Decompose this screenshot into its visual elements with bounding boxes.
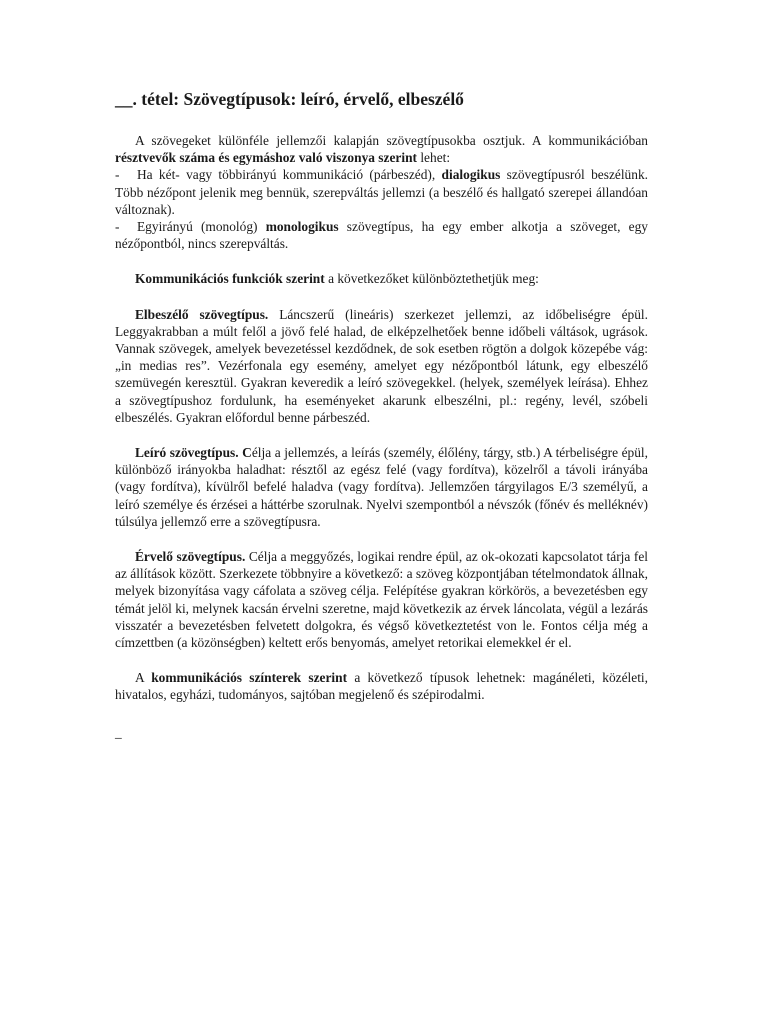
scenes-bold: kommunikációs színterek szerint (151, 670, 348, 686)
item2-bold: monologikus (265, 219, 339, 235)
item2-text-end: szövegtípus, ha egy ember alkotja a szöveget, egy nézőpontból, nincs szerepváltás. (115, 219, 648, 252)
descriptive-paragraph (115, 444, 648, 530)
descriptive-heading: Leíró szövegtípus. C (135, 445, 252, 461)
descriptive-text: élja a jellemzés, a leírás (személy, élőlény, tárgy, stb.) A térbeliségre épül, különböző irányokba haladhat: résztől az egész felé (vagy fordítva), közelről a távoli irányába (vagy fordítva), kívülről befelé haladva (vagy fordítva). Jellemzően tárgyilagos E/3 személyű, a leíró személye és érzései a háttérbe szorulnak. Nyelvi szempontból a névszók (főnév és melléknév) túlsúlya jellemző erre a szövegtípusra. (115, 445, 648, 529)
scenes-text-end: a következő típusok lehetnek: magánéleti, közéleti, hivatalos, egyházi, tudományos, sajtóban megjelenő és szépirodalmi. (115, 670, 649, 703)
item2-text: Egyirányú (monológ) (137, 219, 266, 235)
document-content (115, 88, 648, 741)
narrative-heading: Elbeszélő szövegtípus. (135, 306, 269, 322)
item1-text-end: szövegtípusról beszélünk. Több nézőpont jelenik meg bennük, szerepváltás jellemzi (a beszélő és hallgató szerepei állandóan változnak). (115, 167, 648, 217)
item1-bold: dialogikus (441, 167, 501, 183)
document-title: __. tétel: Szövegtípusok: leíró, érvelő, elbeszélő (115, 89, 464, 109)
list-dash: - (115, 219, 120, 235)
intro-text-end: lehet: (416, 150, 451, 166)
list-item-monologic (115, 218, 648, 252)
argumentative-paragraph (115, 548, 648, 651)
functions-paragraph (115, 270, 648, 287)
intro-text: A szövegeket különféle jellemzői kalapján szövegtípusokba osztjuk. A kommunikációban (135, 133, 648, 148)
list-dash: - (115, 167, 120, 183)
end-mark: _ (115, 724, 122, 740)
functions-text: a következőket különböztethetjük meg: (324, 271, 539, 287)
list-item-dialogic (115, 166, 648, 218)
argumentative-text: Célja a meggyőzés, logikai rendre épül, az ok-okozati kapcsolatot tárja fel az állítások között. Szerkezete többnyire a következő: a szöveg központjában tételmondatok állnak, melyek bizonyítása vagy cáfolata a szöveg célja. Felépítése gyakran körkörös, a bevezetésben egy témát jelöl ki, melynek kacsán érvelni szeretne, majd következik az érvek láncolata, végül a lezárás visszatér a bevezetésben felvetett dolgokra, és végső következtetést von le. Fontos célja még a címzettben (a közönségben) keltett erős benyomás, amelyet retorikai elemekkel ér el. (115, 549, 649, 651)
scenes-text: A (135, 670, 152, 686)
intro-paragraph (115, 132, 648, 166)
intro-bold: résztvevők száma és egymáshoz való viszonya szerint (115, 150, 417, 166)
argumentative-heading: Érvelő szövegtípus. (135, 549, 246, 565)
functions-bold: Kommunikációs funkciók szerint (135, 271, 325, 287)
narrative-paragraph (115, 306, 648, 426)
narrative-text: Láncszerű (lineáris) szerkezet jellemzi, az időbeliségre épül. Leggyakrabban a múlt felől a jövő felé halad, de elképzelhetőek benne időbeli váltások, ugrások. Vannak szövegek, amelyek bevezetéssel kezdődnek, de sok esetben rögtön a dolgok közepébe vág: „in medias res”. Vezérfonala egy esemény, amelyet egy nézőpontból látunk, egy elbeszélő szemüvegén keresztül. Gyakran keveredik a leíró szövegekkel. (helyek, személyek leírása). Ehhez a szövegtípushoz fordulunk, ha eseményeket akarunk elbeszélni, pl.: regény, levél, szóbeli elbeszélés. Gyakran előfordul benne párbeszéd. (115, 306, 648, 425)
scenes-paragraph (115, 669, 648, 703)
item1-text: Ha két- vagy többirányú kommunikáció (párbeszéd), (137, 167, 442, 183)
